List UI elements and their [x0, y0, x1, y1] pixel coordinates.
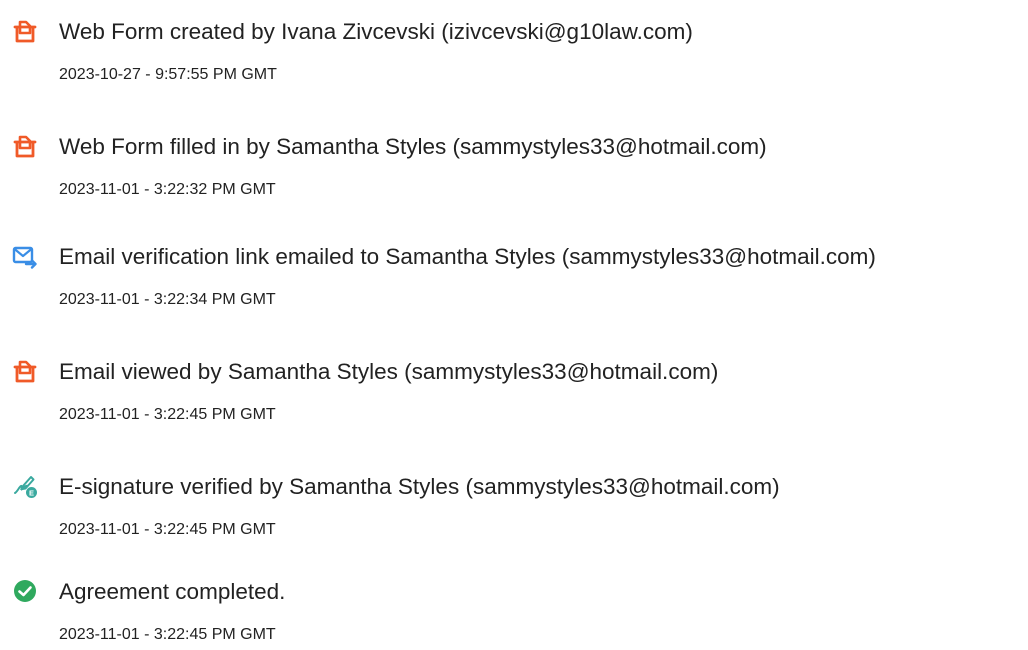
signature-icon	[12, 473, 38, 499]
event-title: E-signature verified by Samantha Styles (sammystyles33@hotmail.com)	[59, 474, 780, 499]
document-icon	[12, 358, 38, 384]
event-timestamp: 2023-10-27 - 9:57:55 PM GMT	[59, 66, 277, 83]
document-icon	[12, 133, 38, 159]
svg-text:E: E	[28, 488, 35, 498]
event-title: Web Form created by Ivana Zivcevski (izivcevski@g10law.com)	[59, 19, 693, 44]
audit-event-esignature-verified	[0, 463, 1028, 543]
event-title: Email viewed by Samantha Styles (sammystyles33@hotmail.com)	[59, 359, 719, 384]
email-send-icon	[12, 243, 38, 269]
audit-event-web-form-filled	[0, 123, 1028, 203]
event-title: Email verification link emailed to Samantha Styles (sammystyles33@hotmail.com)	[59, 244, 876, 269]
event-title: Web Form filled in by Samantha Styles (sammystyles33@hotmail.com)	[59, 134, 767, 159]
audit-event-web-form-created	[0, 8, 1028, 88]
audit-event-agreement-completed	[0, 568, 1028, 648]
event-timestamp: 2023-11-01 - 3:22:34 PM GMT	[59, 291, 276, 308]
event-timestamp: 2023-11-01 - 3:22:32 PM GMT	[59, 181, 276, 198]
event-timestamp: 2023-11-01 - 3:22:45 PM GMT	[59, 406, 276, 423]
event-timestamp: 2023-11-01 - 3:22:45 PM GMT	[59, 521, 276, 538]
event-timestamp: 2023-11-01 - 3:22:45 PM GMT	[59, 626, 276, 643]
audit-event-email-viewed	[0, 348, 1028, 428]
audit-event-email-verification	[0, 233, 1028, 313]
document-icon	[12, 18, 38, 44]
event-title: Agreement completed.	[59, 579, 286, 604]
checkmark-icon	[12, 578, 38, 604]
